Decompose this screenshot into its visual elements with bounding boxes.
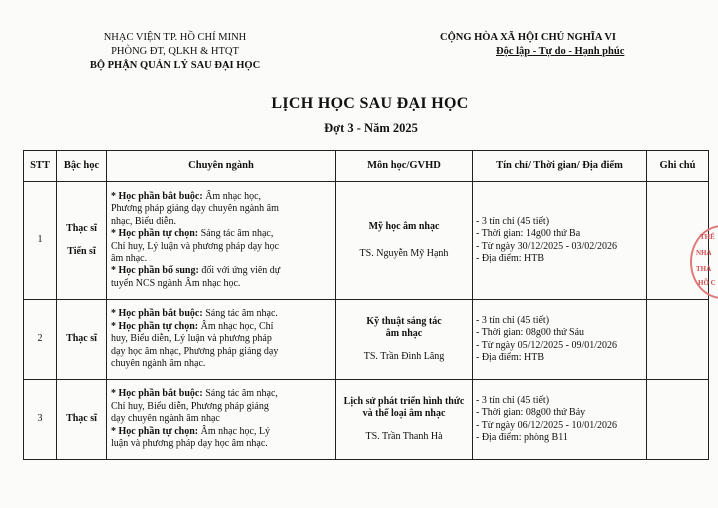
row-course: [336, 300, 473, 380]
motto: Độc lập - Tự do - Hạnh phúc: [496, 46, 625, 57]
major-label: * Học phần tự chọn:: [111, 425, 199, 437]
detail-time: - Thời gian: 14g00 thứ Ba: [476, 228, 581, 240]
row-details: [473, 182, 647, 300]
schedule-table: [23, 150, 712, 460]
level-doctorate: Tiến sĩ: [67, 245, 96, 257]
major-text: Sáng tác âm nhạc.: [202, 308, 278, 320]
row-major: [107, 300, 336, 380]
header-course: Môn học/GVHD: [336, 151, 473, 182]
major-text: huy, Biểu diễn, Lý luận và phương pháp: [111, 333, 272, 345]
row-major: [107, 380, 336, 460]
major-text: Sáng tác âm nhạc,: [198, 228, 274, 240]
detail-location: - Địa điểm: HTB: [476, 351, 545, 363]
seal-text: THÀ: [696, 265, 712, 273]
major-text: tuyển NCS ngành Âm nhạc học.: [111, 277, 241, 289]
row-details: [473, 380, 647, 460]
major-text: Âm nhạc học, Chỉ: [198, 320, 274, 332]
division-name: BỘ PHẬN QUẢN LÝ SAU ĐẠI HỌC: [89, 60, 261, 71]
detail-dates: - Từ ngày 06/12/2025 - 10/01/2026: [476, 419, 618, 431]
major-label: * Học phần bổ sung:: [111, 265, 199, 277]
institution-name: NHẠC VIỆN TP. HỒ CHÍ MINH: [103, 32, 247, 43]
detail-location: - Địa điểm: HTB: [476, 252, 545, 264]
major-text: âm nhạc.: [111, 252, 148, 264]
major-text: dạy chuyên ngành âm nhạc: [111, 413, 220, 425]
major-label: * Học phần tự chọn:: [111, 228, 199, 240]
major-label: * Học phần bắt buộc:: [111, 190, 203, 202]
table-row: [24, 300, 709, 380]
country-name: CỘNG HÒA XÃ HỘI CHỦ NGHĨA VI: [440, 32, 616, 43]
row-stt: 2: [24, 300, 57, 380]
header-stt: STT: [24, 151, 57, 182]
detail-credits: - 3 tín chỉ (45 tiết): [476, 215, 550, 227]
page-title: LỊCH HỌC SAU ĐẠI HỌC: [271, 95, 469, 112]
row-note: [647, 300, 709, 380]
major-label: * Học phần bắt buộc:: [111, 308, 203, 320]
seal-text: HỒ C: [698, 279, 716, 287]
major-text: chuyên ngành âm nhạc.: [111, 358, 206, 370]
header-note: Ghi chú: [647, 151, 709, 182]
seal-text: NHẠ: [696, 249, 712, 257]
major-text: dạy học âm nhạc, Phương pháp giảng dạy: [111, 345, 279, 357]
row-stt: 3: [24, 380, 57, 460]
detail-location: - Địa điểm: phòng B11: [476, 431, 568, 443]
issuing-office-block: [60, 31, 290, 73]
header-details: Tín chỉ/ Thời gian/ Địa điểm: [473, 151, 647, 182]
row-course: [336, 380, 473, 460]
major-label: * Học phần tự chọn:: [111, 320, 199, 332]
detail-credits: - 3 tín chỉ (45 tiết): [476, 314, 550, 326]
major-text: Âm nhạc học,: [202, 190, 262, 202]
course-title: Lịch sử phát triển hình thức: [343, 395, 465, 407]
level-masters: Thạc sĩ: [66, 333, 97, 345]
table-row: [24, 182, 709, 300]
department-name: PHÒNG ĐT, QLKH & HTQT: [111, 46, 239, 57]
table-row: [24, 380, 709, 460]
lecturer-name: TS. Trần Đình Lăng: [363, 350, 445, 362]
row-level: [57, 182, 107, 300]
major-text: Âm nhạc học, Lý: [198, 425, 271, 437]
level-masters: Thạc sĩ: [66, 223, 97, 235]
major-text: Sáng tác âm nhạc,: [202, 388, 278, 400]
header-major: Chuyên ngành: [107, 151, 336, 182]
row-major: [107, 182, 336, 300]
course-title: và thể loại âm nhạc: [362, 408, 446, 420]
major-text: luận và phương pháp dạy học âm nhạc.: [111, 438, 268, 450]
row-stt: 1: [24, 182, 57, 300]
row-level: [57, 380, 107, 460]
seal-text: THẾ: [700, 233, 715, 241]
page-subtitle: Đợt 3 - Năm 2025: [324, 121, 418, 135]
row-course: [336, 182, 473, 300]
detail-credits: - 3 tín chỉ (45 tiết): [476, 394, 550, 406]
detail-time: - Thời gian: 08g00 thứ Bảy: [476, 407, 586, 419]
major-text: nhạc, Biểu diễn.: [111, 215, 176, 227]
major-text: Phương pháp giảng dạy chuyên ngành âm: [111, 203, 279, 215]
level-masters: Thạc sĩ: [66, 413, 97, 425]
course-title: Mỹ học âm nhạc: [368, 221, 440, 233]
course-title: Kỹ thuật sáng tác: [366, 315, 442, 327]
table-header-row: [24, 151, 709, 182]
row-details: [473, 300, 647, 380]
national-motto-block: [440, 31, 718, 59]
detail-dates: - Từ ngày 30/12/2025 - 03/02/2026: [476, 240, 618, 252]
course-title: âm nhạc: [385, 328, 423, 340]
major-text: Chỉ huy, Biểu diễn, Phương pháp giảng: [111, 400, 269, 412]
lecturer-name: TS. Nguyễn Mỹ Hạnh: [359, 247, 449, 259]
lecturer-name: TS. Trần Thanh Hà: [365, 430, 443, 442]
detail-time: - Thời gian: 08g00 thứ Sáu: [476, 327, 585, 339]
detail-dates: - Từ ngày 05/12/2025 - 09/01/2026: [476, 339, 618, 351]
row-level: [57, 300, 107, 380]
major-label: * Học phần bắt buộc:: [111, 388, 203, 400]
major-text: Chỉ huy, Lý luận và phương pháp dạy học: [111, 240, 280, 252]
row-note: [647, 380, 709, 460]
header-level: Bậc học: [57, 151, 107, 182]
major-text: đối với ứng viên dự: [198, 265, 281, 277]
